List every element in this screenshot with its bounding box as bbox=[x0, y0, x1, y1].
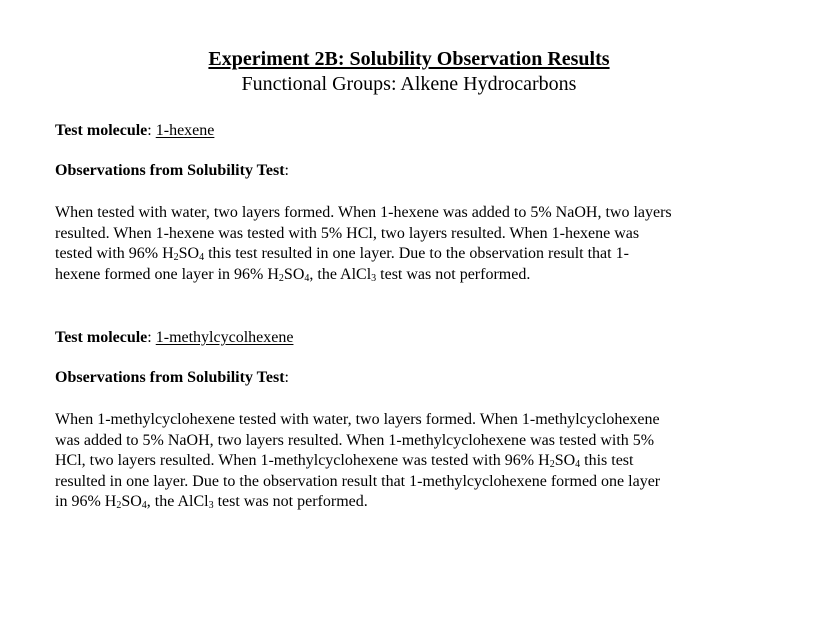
paragraph-line: was added to 5% NaOH, two layers resulted. When 1-methylcyclohexene was tested with 5% bbox=[55, 431, 655, 449]
paragraph-line: When tested with water, two layers formed. When 1-hexene was added to 5% NaOH, two layers bbox=[55, 204, 672, 221]
observations-label: Observations from Solubility Test bbox=[55, 369, 285, 386]
observations-heading-1: Observations from Solubility Test: bbox=[55, 162, 289, 179]
document-title bbox=[0, 47, 818, 71]
document-subtitle: Functional Groups: Alkene Hydrocarbons bbox=[241, 73, 577, 95]
paragraph-line: in 96% $H_2SO_4$, the AlCl$_3$ test was not performed. bbox=[55, 493, 368, 511]
test-molecule-label: Test molecule bbox=[55, 122, 148, 139]
observations-heading-2: Observations from Solubility Test: bbox=[55, 369, 289, 386]
test-molecule-line-1: Test molecule: 1-hexene bbox=[55, 122, 215, 139]
paragraph-line: resulted in one layer. Due to the observation result that 1-methylcyclohexene formed one layer bbox=[55, 472, 661, 490]
test-molecule-name: 1-methylcycolhexene bbox=[155, 329, 294, 346]
observation-paragraph-2 bbox=[55, 410, 775, 513]
paragraph-line: hexene formed one layer in 96% $H_2SO_4$, the AlCl$_3$ test was not performed. bbox=[55, 265, 531, 284]
test-molecule-label: Test molecule bbox=[55, 329, 148, 346]
paragraph-line: When 1-methylcyclohexene tested with water, two layers formed. When 1-methylcyclohexene bbox=[55, 411, 660, 428]
observations-label: Observations from Solubility Test bbox=[55, 162, 285, 179]
test-molecule-line-2: Test molecule: 1-methylcycolhexene bbox=[55, 329, 294, 346]
test-molecule-name: 1-hexene bbox=[155, 122, 215, 139]
observation-paragraph-1 bbox=[55, 203, 775, 285]
paragraph-line: tested with 96% $H_2SO_4$ this test resulted in one layer. Due to the observation result that 1- bbox=[55, 245, 629, 263]
paragraph-line: HCl, two layers resulted. When 1-methylcyclohexene was tested with 96% $H_2SO_4$ this test bbox=[55, 452, 634, 470]
paragraph-line: resulted. When 1-hexene was tested with 5% HCl, two layers resulted. When 1-hexene was bbox=[55, 224, 640, 242]
document-title-text: Experiment 2B: Solubility Observation Results bbox=[208, 48, 610, 70]
